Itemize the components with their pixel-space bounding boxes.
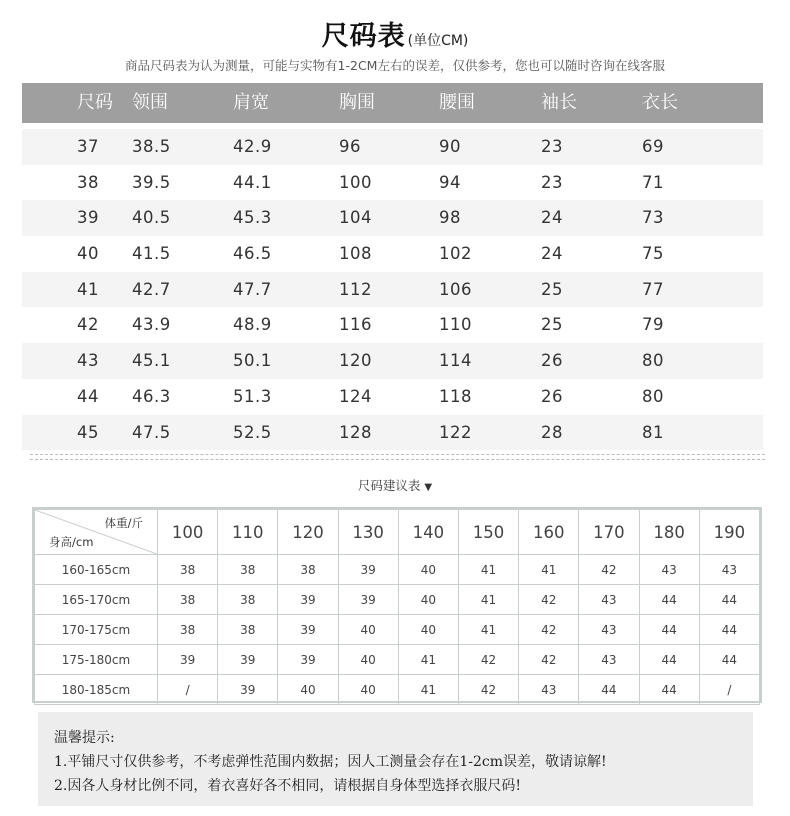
cell-size: 40 (77, 244, 99, 264)
table-row (22, 379, 763, 415)
cell-waist: 110 (439, 315, 472, 335)
size-cell: 38 (218, 615, 278, 645)
cell-sleeve: 25 (541, 279, 563, 299)
height-range: 180-185cm (35, 675, 158, 705)
height-range: 160-165cm (35, 555, 158, 585)
cell-chest: 112 (339, 279, 372, 299)
cell-shoulder: 48.9 (233, 315, 272, 335)
size-cell: 40 (338, 615, 398, 645)
cell-size: 44 (77, 386, 99, 406)
size-cell: 39 (278, 615, 338, 645)
size-cell: 42 (519, 645, 579, 675)
cell-collar: 45.1 (132, 351, 171, 371)
size-cell: 38 (218, 585, 278, 615)
size-cell: 40 (338, 645, 398, 675)
size-cell: 42 (579, 555, 639, 585)
size-cell: 43 (639, 555, 699, 585)
cell-sleeve: 26 (541, 386, 563, 406)
size-cell: 39 (218, 675, 278, 705)
cell-size: 41 (77, 279, 99, 299)
page-title (0, 14, 790, 54)
cell-length: 80 (642, 351, 664, 371)
weight-col: 130 (338, 510, 398, 555)
cell-chest: 108 (339, 244, 372, 264)
cell-length: 80 (642, 386, 664, 406)
cell-waist: 98 (439, 208, 461, 228)
cell-collar: 40.5 (132, 208, 171, 228)
size-cell: 44 (699, 645, 759, 675)
size-cell: 38 (158, 615, 218, 645)
cell-length: 75 (642, 244, 664, 264)
size-cell: 44 (699, 615, 759, 645)
cell-length: 79 (642, 315, 664, 335)
cell-waist: 118 (439, 386, 472, 406)
cell-shoulder: 46.5 (233, 244, 272, 264)
cell-size: 39 (77, 208, 99, 228)
table-row (22, 415, 763, 451)
weight-label: 体重/斤 (104, 516, 143, 530)
size-cell: 39 (278, 585, 338, 615)
recommend-table (32, 507, 762, 703)
cell-collar: 42.7 (132, 279, 171, 299)
size-cell: 41 (458, 585, 518, 615)
subtitle: 商品尺码表为认为测量，可能与实物有1-2CM左右的误差，仅供参考，您也可以随时咨询在线客服 (125, 58, 665, 73)
size-cell: 43 (519, 675, 579, 705)
size-cell: 40 (338, 675, 398, 705)
header-chest: 胸围 (339, 92, 375, 113)
size-cell: 43 (579, 645, 639, 675)
weight-col: 190 (699, 510, 759, 555)
table-row (22, 129, 763, 165)
cell-length: 77 (642, 279, 664, 299)
size-cell: / (699, 675, 759, 705)
cell-collar: 46.3 (132, 386, 171, 406)
cell-shoulder: 52.5 (233, 422, 272, 442)
size-cell: 41 (398, 675, 458, 705)
size-cell: 43 (579, 585, 639, 615)
cell-length: 81 (642, 422, 664, 442)
header-shoulder: 肩宽 (233, 92, 269, 113)
size-cell: 41 (458, 555, 518, 585)
size-cell: 44 (639, 675, 699, 705)
size-cell: 39 (338, 585, 398, 615)
weight-col: 150 (458, 510, 518, 555)
weight-col: 110 (218, 510, 278, 555)
cell-collar: 38.5 (132, 137, 171, 156)
cell-waist: 122 (439, 422, 472, 442)
cell-length: 69 (642, 137, 664, 156)
cell-waist: 106 (439, 279, 472, 299)
weight-col: 140 (398, 510, 458, 555)
size-cell: 40 (398, 585, 458, 615)
cell-shoulder: 51.3 (233, 386, 272, 406)
cell-chest: 128 (339, 422, 372, 442)
cell-chest: 120 (339, 351, 372, 371)
cell-collar: 43.9 (132, 315, 171, 335)
size-cell: 38 (158, 555, 218, 585)
title-unit: (单位CM) (407, 33, 469, 49)
cell-shoulder: 45.3 (233, 208, 272, 228)
cell-chest: 104 (339, 208, 372, 228)
size-cell: 38 (278, 555, 338, 585)
weight-col: 170 (579, 510, 639, 555)
table-row (35, 615, 760, 645)
size-cell: 41 (519, 555, 579, 585)
cell-length: 71 (642, 172, 664, 192)
cell-waist: 102 (439, 244, 472, 264)
size-cell: 39 (278, 645, 338, 675)
corner-cell (35, 510, 158, 555)
recommend-title-text: 尺码建议表 (357, 478, 421, 493)
notes-line: 2.因各人身材比例不同，着衣喜好各不相同，请根据自身体型选择衣服尺码! (54, 778, 521, 794)
weight-col: 100 (158, 510, 218, 555)
size-table-header (22, 83, 763, 123)
recommend-title (0, 476, 790, 494)
size-cell: 40 (278, 675, 338, 705)
cell-sleeve: 23 (541, 172, 563, 192)
size-cell: 41 (398, 645, 458, 675)
recommend-header-row (35, 510, 760, 555)
size-cell: 44 (699, 585, 759, 615)
cell-sleeve: 28 (541, 422, 563, 442)
cell-shoulder: 47.7 (233, 279, 272, 299)
size-cell: 39 (158, 645, 218, 675)
triangle-down-icon: ▼ (424, 482, 433, 493)
size-cell: 43 (579, 615, 639, 645)
notes-line: 1.平铺尺寸仅供参考，不考虑弹性范围内数据；因人工测量会存在1-2cm误差，敬请谅解! (54, 754, 607, 770)
cell-size: 42 (77, 315, 99, 335)
cell-waist: 94 (439, 172, 461, 192)
size-cell: 44 (639, 585, 699, 615)
cell-sleeve: 25 (541, 315, 563, 335)
height-range: 175-180cm (35, 645, 158, 675)
table-row (22, 236, 763, 272)
notes-box (38, 712, 753, 806)
size-cell: 44 (639, 615, 699, 645)
cell-chest: 116 (339, 315, 372, 335)
header-sleeve: 袖长 (541, 92, 577, 113)
cell-size: 43 (77, 351, 99, 371)
size-cell: 44 (639, 645, 699, 675)
table-row (35, 585, 760, 615)
cell-chest: 96 (339, 137, 361, 156)
cell-collar: 41.5 (132, 244, 171, 264)
size-cell: 39 (338, 555, 398, 585)
height-label: 身高/cm (49, 535, 94, 549)
table-row (22, 165, 763, 201)
table-row (22, 200, 763, 236)
size-cell: 43 (699, 555, 759, 585)
weight-col: 180 (639, 510, 699, 555)
size-cell: 39 (218, 645, 278, 675)
size-table-body (22, 129, 763, 450)
notes-heading: 温馨提示: (54, 730, 115, 746)
height-range: 170-175cm (35, 615, 158, 645)
header-collar: 领围 (132, 92, 168, 113)
size-cell: 38 (158, 585, 218, 615)
size-cell: 40 (398, 555, 458, 585)
cell-collar: 47.5 (132, 422, 171, 442)
cell-sleeve: 26 (541, 351, 563, 371)
cell-size: 37 (77, 137, 99, 156)
cell-shoulder: 42.9 (233, 137, 272, 156)
cell-size: 45 (77, 422, 99, 442)
table-row (22, 307, 763, 343)
table-row (22, 272, 763, 308)
title-text: 尺码表 (321, 21, 406, 52)
size-cell: / (158, 675, 218, 705)
header-waist: 腰围 (439, 92, 475, 113)
cell-shoulder: 44.1 (233, 172, 272, 192)
size-cell: 41 (458, 615, 518, 645)
size-table (22, 83, 763, 450)
cell-chest: 100 (339, 172, 372, 192)
cell-shoulder: 50.1 (233, 351, 272, 371)
table-row (35, 645, 760, 675)
dashed-divider (30, 454, 765, 460)
size-cell: 42 (519, 585, 579, 615)
header-length: 衣长 (642, 92, 678, 113)
header-size: 尺码 (77, 92, 113, 113)
table-row (35, 555, 760, 585)
table-row (35, 675, 760, 705)
cell-waist: 90 (439, 137, 461, 156)
cell-chest: 124 (339, 386, 372, 406)
size-cell: 38 (218, 555, 278, 585)
size-cell: 44 (579, 675, 639, 705)
weight-col: 160 (519, 510, 579, 555)
cell-sleeve: 24 (541, 244, 563, 264)
weight-col: 120 (278, 510, 338, 555)
size-cell: 42 (519, 615, 579, 645)
height-range: 165-170cm (35, 585, 158, 615)
table-row (22, 343, 763, 379)
cell-length: 73 (642, 208, 664, 228)
size-cell: 42 (458, 645, 518, 675)
size-cell: 42 (458, 675, 518, 705)
cell-sleeve: 24 (541, 208, 563, 228)
cell-size: 38 (77, 172, 99, 192)
cell-waist: 114 (439, 351, 472, 371)
cell-collar: 39.5 (132, 172, 171, 192)
cell-sleeve: 23 (541, 137, 563, 156)
size-cell: 40 (398, 615, 458, 645)
